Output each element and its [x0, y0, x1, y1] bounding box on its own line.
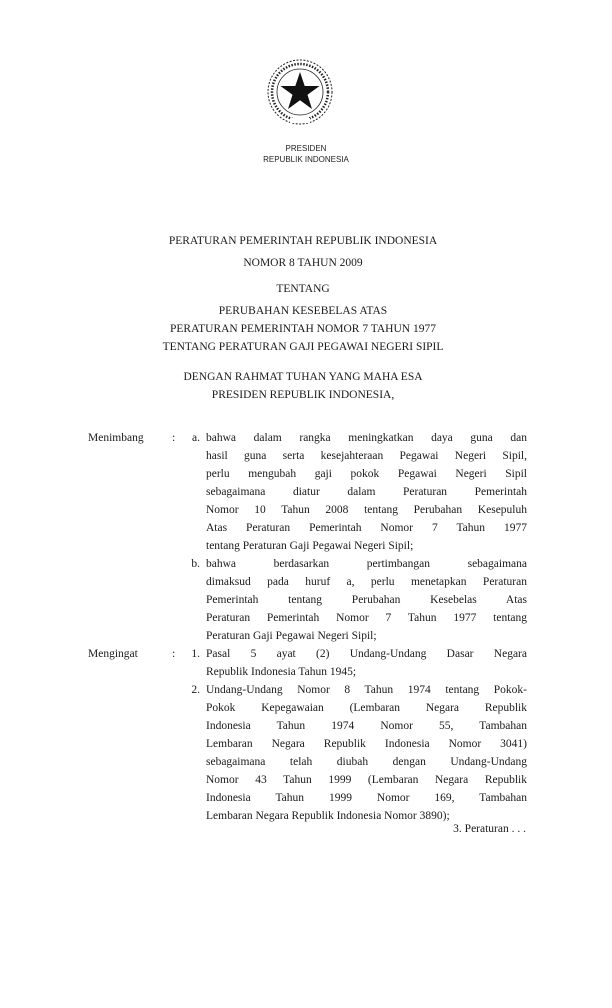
menimbang-label: Menimbang: [88, 432, 144, 444]
menimbang-item-line: Peraturan Pemerintah Nomor 7 Tahun 1977 tentang: [206, 612, 527, 624]
menimbang-item-line: sebagaimana diatur dalam Peraturan Pemerintah: [206, 486, 527, 498]
mengingat-item-line: Pokok Kepegawaian (Lembaran Negara Republik: [206, 702, 527, 714]
subject-line-2: PERATURAN PEMERINTAH NOMOR 7 TAHUN 1977: [170, 323, 436, 335]
mengingat-item-line: Republik Indonesia Tahun 1945;: [206, 666, 357, 678]
mengingat-item-line: Undang-Undang Nomor 8 Tahun 1974 tentang Pokok-: [206, 684, 527, 696]
menimbang-item-line: Peraturan Gaji Pegawai Negeri Sipil;: [206, 630, 377, 642]
mengingat-item-line: Pasal 5 ayat (2) Undang-Undang Dasar Negara: [206, 648, 527, 660]
menimbang-item-line: hasil guna serta kesejahteraan Pegawai Negeri Sipil,: [206, 450, 527, 462]
menimbang-item-line: Nomor 10 Tahun 2008 tentang Perubahan Kesepuluh: [206, 504, 527, 516]
menimbang-item-line: Atas Peraturan Pemerintah Nomor 7 Tahun 1977: [206, 522, 527, 534]
garuda-star-emblem-icon: [266, 58, 334, 126]
subject-line-1: PERUBAHAN KESEBELAS ATAS: [218, 305, 388, 317]
menimbang-item-line: bahwa berdasarkan pertimbangan sebagaimana: [206, 558, 527, 570]
mengingat-label: Mengingat: [88, 648, 138, 660]
preamble-line-2: PRESIDEN REPUBLIK INDONESIA,: [211, 389, 395, 401]
preamble-line-1: DENGAN RAHMAT TUHAN YANG MAHA ESA: [183, 371, 423, 383]
menimbang-item-marker: a.: [192, 432, 200, 444]
regulation-number: NOMOR 8 TAHUN 2009: [243, 257, 363, 269]
seal-caption-republik: REPUBLIK INDONESIA: [263, 155, 349, 164]
menimbang-item-line: bahwa dalam rangka meningkatkan daya guna dan: [206, 432, 527, 444]
mengingat-item-marker: 2.: [191, 684, 200, 696]
menimbang-item-line: perlu mengubah gaji pokok Pegawai Negeri Sipil: [206, 468, 527, 480]
mengingat-item-marker: 1.: [191, 648, 200, 660]
mengingat-item-line: Lembaran Negara Republik Indonesia Nomor 3890);: [206, 810, 450, 822]
mengingat-colon: :: [172, 648, 176, 660]
mengingat-item-line: Indonesia Tahun 1999 Nomor 169, Tambahan: [206, 792, 527, 804]
mengingat-item-line: Indonesia Tahun 1974 Nomor 55, Tambahan: [206, 720, 527, 732]
tentang-heading: TENTANG: [276, 283, 330, 295]
mengingat-item-line: sebagaimana telah diubah dengan Undang-Undang: [206, 756, 527, 768]
menimbang-item-line: dimaksud pada huruf a, perlu menetapkan Peraturan: [206, 576, 527, 588]
mengingat-item-line: Nomor 43 Tahun 1999 (Lembaran Negara Republik: [206, 774, 527, 786]
menimbang-colon: :: [172, 432, 176, 444]
subject-line-3: TENTANG PERATURAN GAJI PEGAWAI NEGERI SIPIL: [162, 341, 444, 353]
menimbang-item-line: tentang Peraturan Gaji Pegawai Negeri Sipil;: [206, 540, 414, 552]
menimbang-item-marker: b.: [191, 558, 200, 570]
continuation-marker: 3. Peraturan . . .: [453, 823, 526, 835]
mengingat-item-line: Lembaran Negara Republik Indonesia Nomor 3041): [206, 738, 527, 750]
seal-caption-presiden: PRESIDEN: [285, 144, 327, 153]
menimbang-item-line: Pemerintah tentang Perubahan Kesebelas Atas: [206, 594, 527, 606]
regulation-title: PERATURAN PEMERINTAH REPUBLIK INDONESIA: [168, 235, 438, 247]
